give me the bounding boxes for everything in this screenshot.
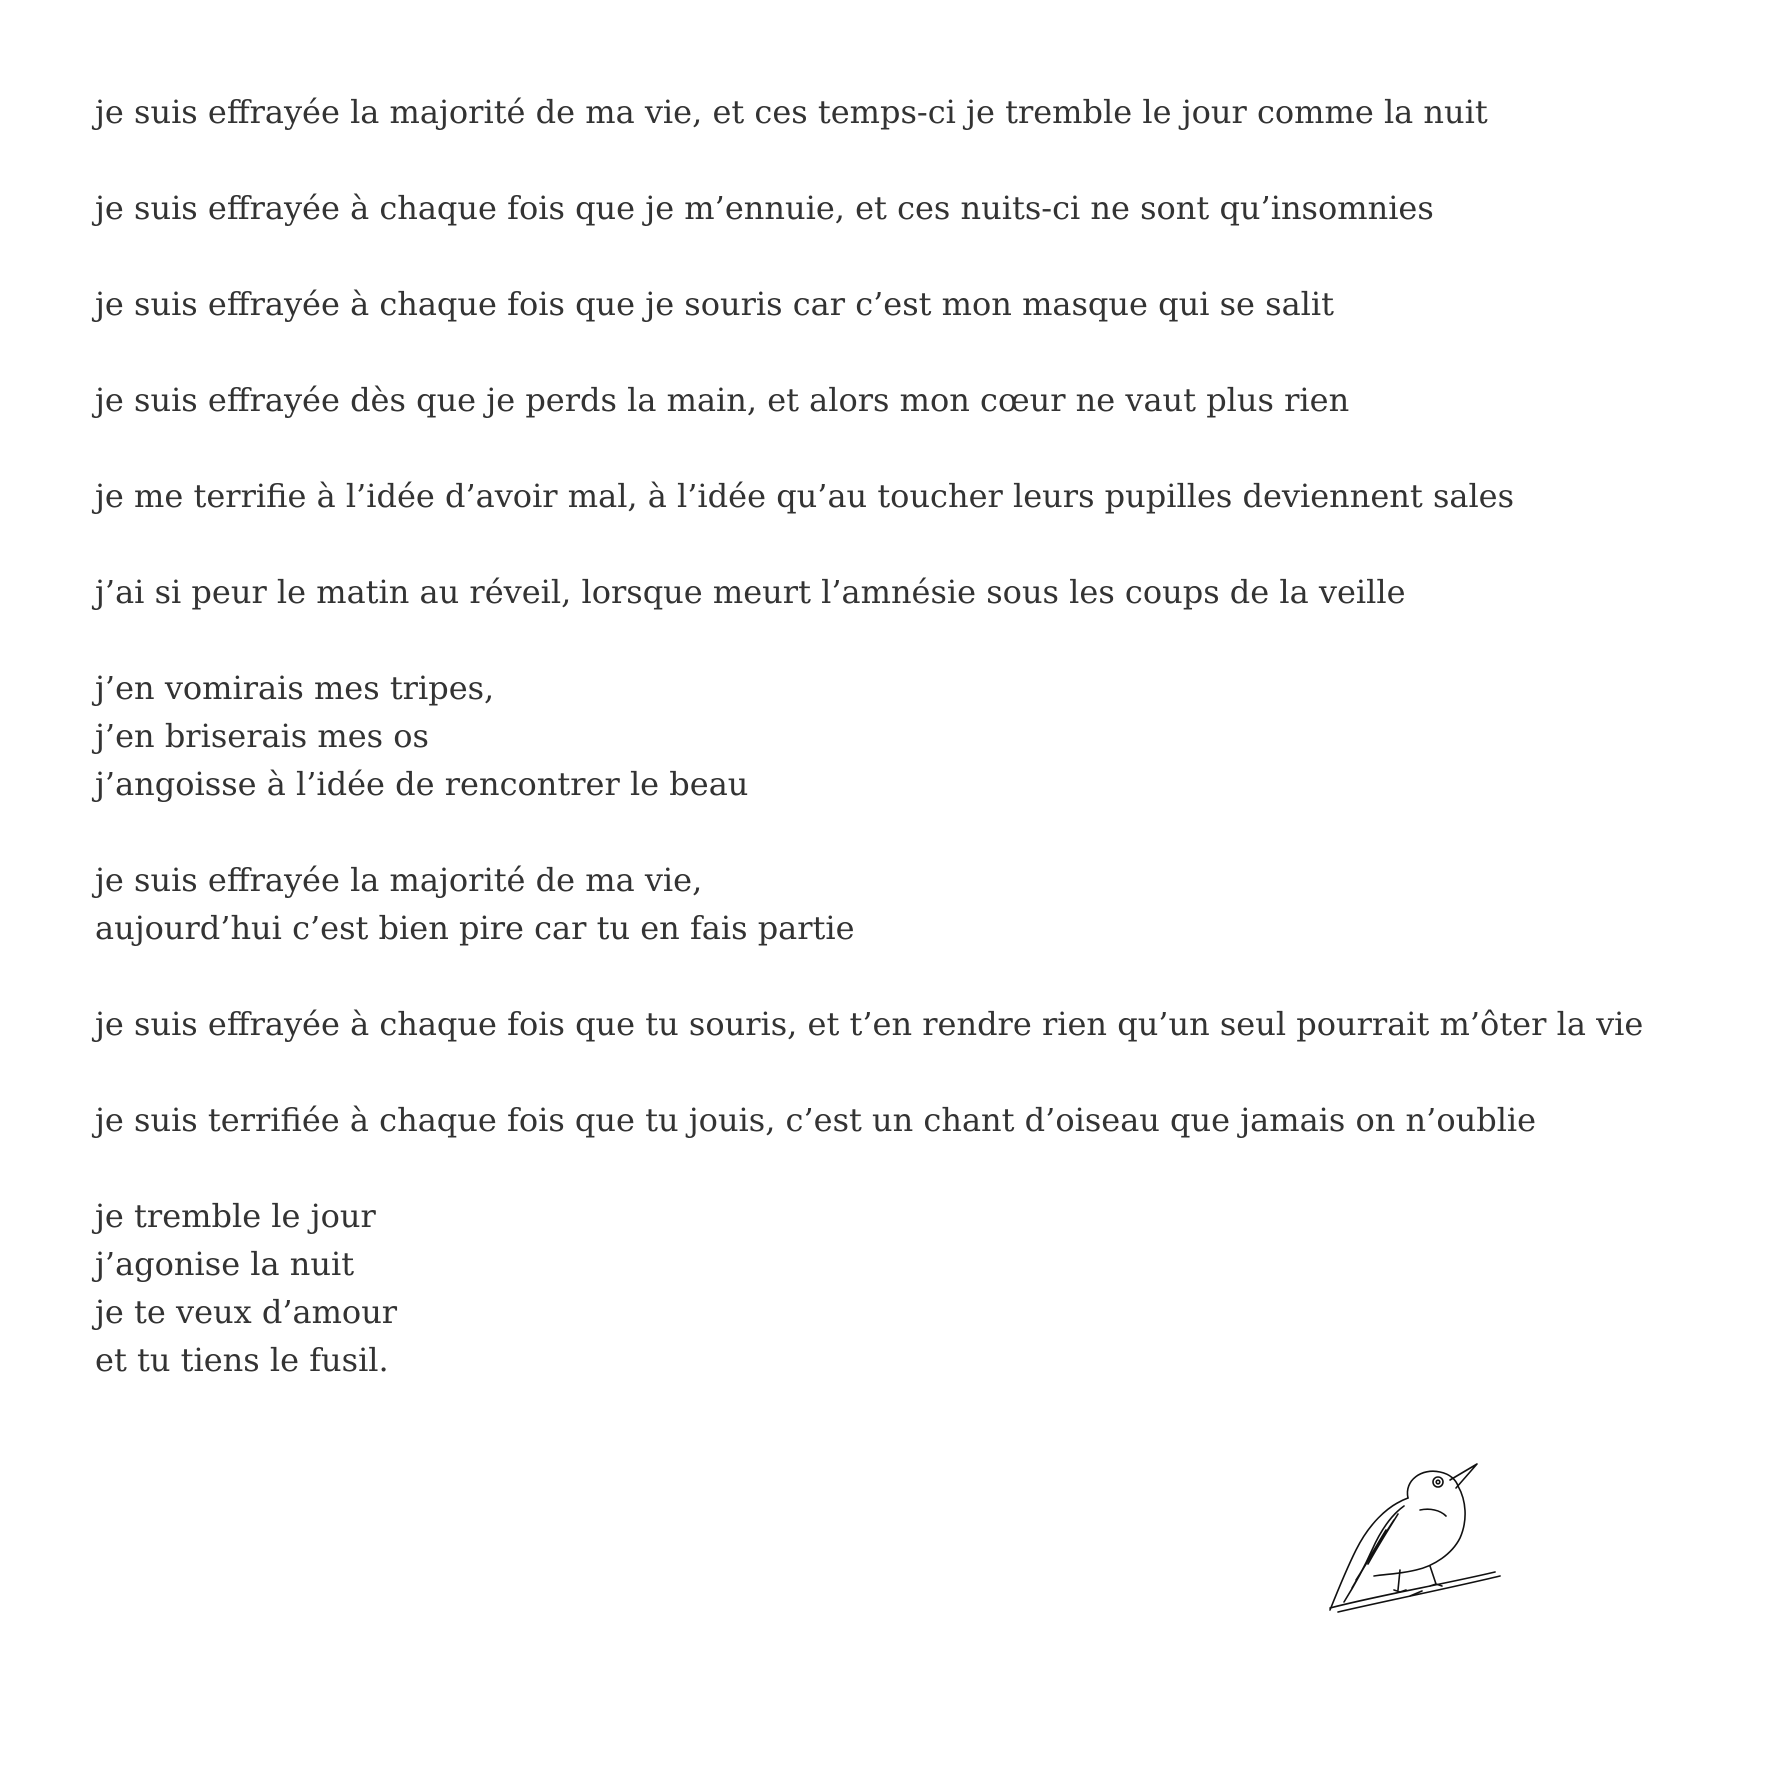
poem-line: je te veux d’amour xyxy=(95,1293,398,1331)
poem-line: et tu tiens le fusil. xyxy=(95,1341,389,1379)
stanza-2 xyxy=(95,184,1695,232)
stanza-6 xyxy=(95,568,1695,616)
poem-line: j’en vomirais mes tripes, xyxy=(95,669,495,707)
poem-line: aujourd’hui c’est bien pire car tu en fais partie xyxy=(95,909,855,947)
poem-line: je suis effrayée la majorité de ma vie, et ces temps-ci je tremble le jour comme la nuit xyxy=(95,93,1488,131)
poem-line: je suis effrayée la majorité de ma vie, xyxy=(95,861,703,899)
poem-line: je suis effrayée à chaque fois que tu souris, et t’en rendre rien qu’un seul pourrait m’ôter la vie xyxy=(95,1005,1644,1043)
stanza-3 xyxy=(95,280,1695,328)
stanza-9 xyxy=(95,1000,1695,1048)
stanza-5 xyxy=(95,472,1695,520)
poem-line: je suis effrayée à chaque fois que je souris car c’est mon masque qui se salit xyxy=(95,285,1334,323)
poem-line: j’ai si peur le matin au réveil, lorsque meurt l’amnésie sous les coups de la veille xyxy=(95,573,1406,611)
stanza-10 xyxy=(95,1096,1695,1144)
poem-line: je me terrifie à l’idée d’avoir mal, à l’idée qu’au toucher leurs pupilles deviennent sales xyxy=(95,477,1515,515)
poem xyxy=(95,88,1695,1432)
bird-on-branch-sketch-icon xyxy=(1290,1450,1510,1620)
poem-line: j’agonise la nuit xyxy=(95,1245,355,1283)
stanza-1 xyxy=(95,88,1695,136)
poem-line: j’angoisse à l’idée de rencontrer le beau xyxy=(95,765,749,803)
poem-line: je suis effrayée dès que je perds la main, et alors mon cœur ne vaut plus rien xyxy=(95,381,1350,419)
poem-line: je tremble le jour xyxy=(95,1197,376,1235)
poem-line: je suis terrifiée à chaque fois que tu jouis, c’est un chant d’oiseau que jamais on n’oublie xyxy=(95,1101,1537,1139)
stanza-8 xyxy=(95,856,1695,952)
poem-line: j’en briserais mes os xyxy=(95,717,429,755)
stanza-4 xyxy=(95,376,1695,424)
poem-line: je suis effrayée à chaque fois que je m’ennuie, et ces nuits-ci ne sont qu’insomnies xyxy=(95,189,1434,227)
stanza-7 xyxy=(95,664,1695,808)
stanza-11 xyxy=(95,1192,1695,1384)
